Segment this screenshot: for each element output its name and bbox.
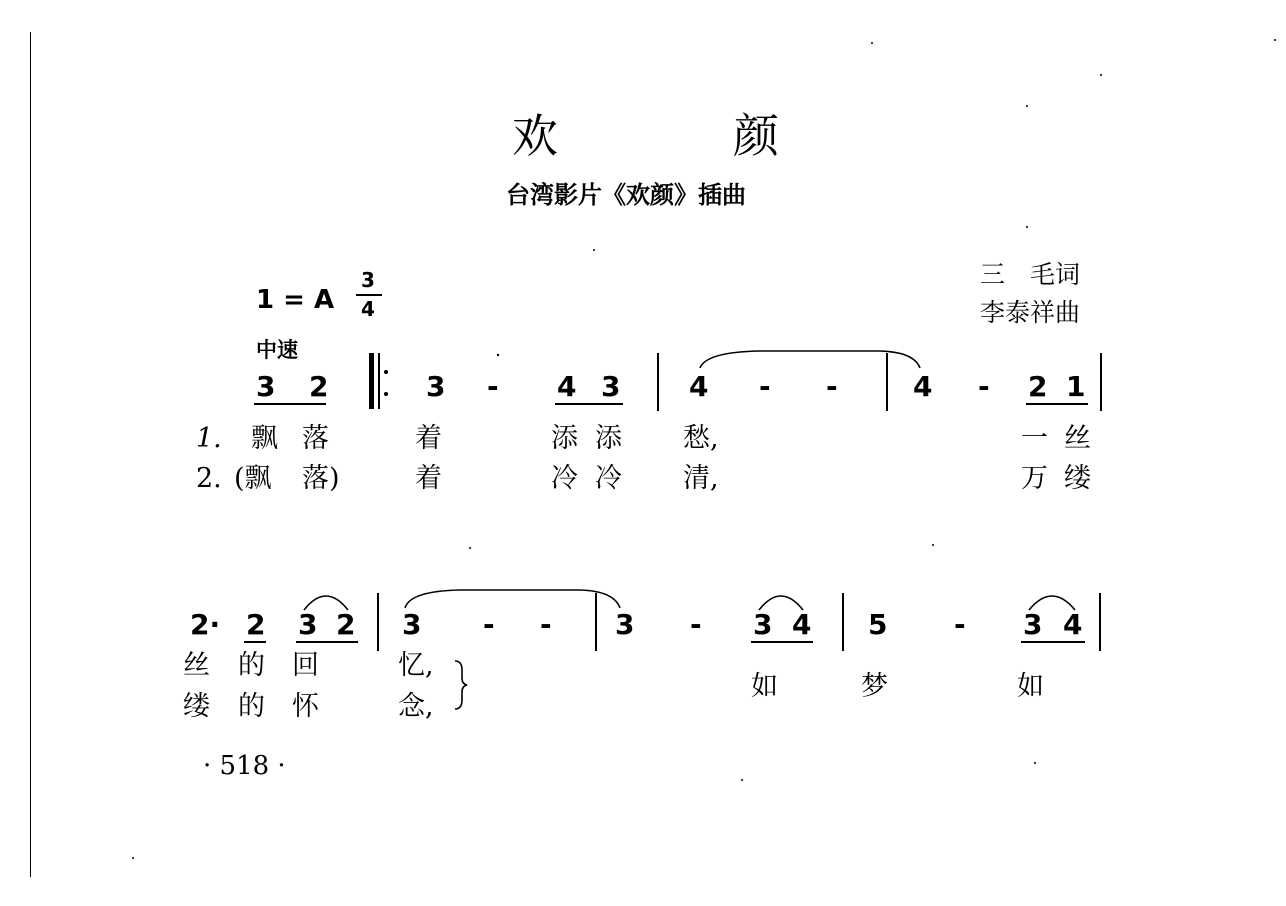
- repeat-thick-bar: [369, 353, 374, 409]
- dash: -: [690, 608, 702, 641]
- tempo-marking: 中速: [256, 338, 298, 362]
- time-signature-numerator: 3: [361, 268, 375, 292]
- verse-brace: [455, 661, 467, 709]
- note: 3: [753, 608, 773, 641]
- repeat-dot: [384, 392, 388, 396]
- lyric: 冷: [595, 463, 622, 494]
- dash: -: [487, 370, 499, 403]
- note: 4: [913, 370, 933, 403]
- dash: -: [826, 370, 838, 403]
- lyric: 落: [302, 423, 329, 454]
- bar-line: [842, 593, 844, 651]
- lyric: 着: [415, 463, 442, 494]
- lyric: 念,: [398, 691, 434, 722]
- speck: [1100, 74, 1102, 76]
- note: 3: [426, 370, 446, 403]
- bar-line: [595, 593, 597, 651]
- speck: [871, 42, 873, 44]
- speck: [1034, 762, 1036, 764]
- speck: [1274, 39, 1276, 41]
- bar-line: [886, 353, 888, 411]
- lyric: 一: [1021, 423, 1048, 454]
- note: 5: [868, 608, 888, 641]
- repeat-thin-bar: [378, 353, 380, 409]
- lyric: 冷: [551, 463, 578, 494]
- dash: -: [954, 608, 966, 641]
- note-underline: [1026, 403, 1088, 405]
- speck: [1026, 105, 1028, 107]
- lyric: 如: [751, 671, 778, 702]
- lyric: 缕: [183, 691, 210, 722]
- lyricist-credit: 三 毛词: [980, 260, 1081, 289]
- note-underline: [751, 641, 813, 643]
- lyric: 添: [595, 423, 622, 454]
- dash: -: [540, 608, 552, 641]
- note: 2: [309, 370, 329, 403]
- note-underline: [296, 641, 358, 643]
- lyric: 回: [292, 650, 319, 681]
- note: 2·: [190, 608, 221, 641]
- note: 2: [246, 608, 266, 641]
- lyric: 丝: [183, 650, 210, 681]
- note: 3: [1023, 608, 1043, 641]
- note: 4: [792, 608, 812, 641]
- note-underline: [1021, 641, 1085, 643]
- lyric: 着: [415, 423, 442, 454]
- note: 3: [402, 608, 422, 641]
- note-underline: [555, 403, 623, 405]
- bar-line: [1100, 353, 1102, 411]
- dash: -: [483, 608, 495, 641]
- note: 4: [557, 370, 577, 403]
- lyric: 愁,: [683, 423, 719, 454]
- repeat-dot: [384, 370, 388, 374]
- tie-arc: [405, 590, 620, 608]
- bar-line: [657, 353, 659, 411]
- note: 4: [689, 370, 709, 403]
- key-signature: 1 = A: [256, 285, 335, 315]
- note: 3: [256, 370, 276, 403]
- verse-number: 2.: [196, 463, 222, 494]
- speck: [593, 249, 595, 251]
- dash: -: [978, 370, 990, 403]
- lyric: 飘: [251, 423, 278, 454]
- title-first-char: 欢: [512, 109, 558, 163]
- speck: [469, 547, 471, 549]
- note-underline: [244, 641, 266, 643]
- bar-line: [1099, 593, 1101, 651]
- lyric: 如: [1017, 671, 1044, 702]
- speck: [1026, 226, 1028, 228]
- note-underline: [254, 403, 326, 405]
- lyric: 的: [238, 691, 265, 722]
- speck: [741, 779, 743, 781]
- page-number: · 518 ·: [203, 751, 286, 781]
- speck: [497, 354, 499, 356]
- composer-credit: 李泰祥曲: [980, 298, 1081, 327]
- note: 3: [615, 608, 635, 641]
- lyric: 忆,: [398, 650, 434, 681]
- note: 4: [1063, 608, 1083, 641]
- lyric: 缕: [1064, 463, 1091, 494]
- note: 2: [336, 608, 356, 641]
- lyric: 添: [551, 423, 578, 454]
- lyric: (飘: [234, 463, 272, 494]
- lyric: 梦: [861, 671, 888, 702]
- speck: [932, 544, 934, 546]
- time-signature-denominator: 4: [361, 297, 375, 321]
- lyric: 怀: [292, 691, 319, 722]
- lyric: 的: [238, 650, 265, 681]
- page-margin-line: [30, 32, 31, 877]
- subtitle: 台湾影片《欢颜》插曲: [506, 181, 746, 209]
- verse-number: 1.: [196, 423, 222, 454]
- note: 2: [1028, 370, 1048, 403]
- lyric: 万: [1021, 463, 1048, 494]
- bar-line: [377, 593, 379, 651]
- note: 3: [601, 370, 621, 403]
- speck: [132, 857, 134, 859]
- dash: -: [759, 370, 771, 403]
- time-signature-bar: [356, 294, 382, 296]
- note: 3: [298, 608, 318, 641]
- title-second-char: 颜: [733, 109, 779, 163]
- lyric: 丝: [1064, 423, 1091, 454]
- note: 1: [1066, 370, 1086, 403]
- lyric: 清,: [683, 463, 719, 494]
- lyric: 落): [302, 463, 340, 494]
